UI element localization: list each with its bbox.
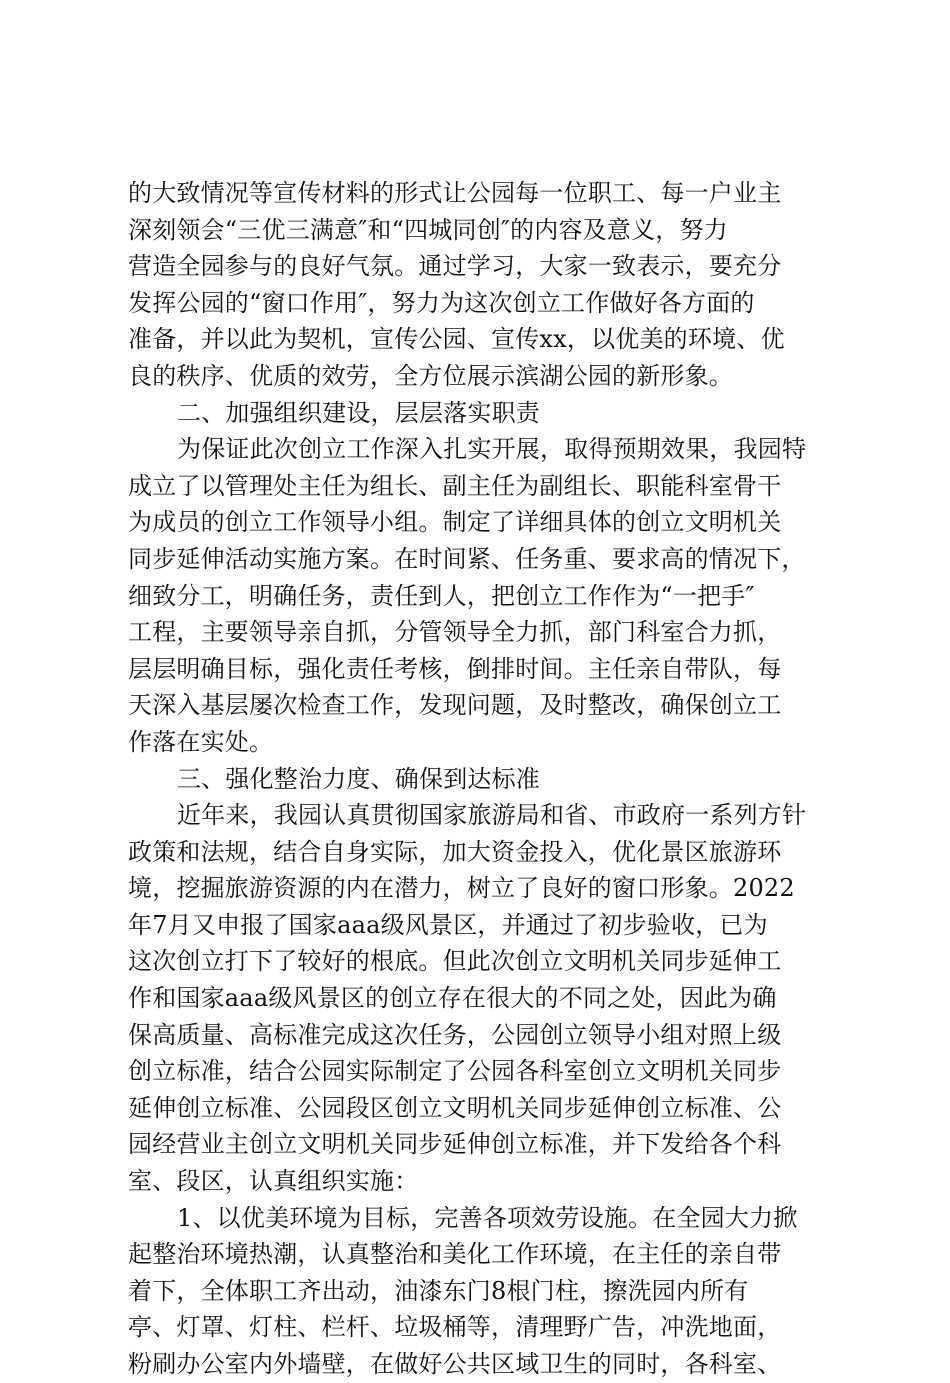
text-line: 的大致情况等宣传材料的形式让公园每一位职工、每一户业主	[128, 179, 782, 207]
text-line: 作和国家aaa级风景区的创立存在很大的不同之处，因此为确	[128, 984, 777, 1013]
document-body	[128, 175, 843, 1383]
text-line: 着下，全体职工齐出动，油漆东门8根门柱，擦洗园内所有	[128, 1276, 749, 1305]
text-line: 粉刷办公室内外墙壁，在做好公共区域卫生的同时，各科室、	[128, 1350, 782, 1378]
text-line: 层层明确目标，强化责任考核，倒排时间。主任亲自带队，每	[128, 654, 782, 683]
text-line: 营造全园参与的良好气氛。通过学习，大家一致表示，要充分	[128, 252, 782, 281]
text-line: 作落在实处。	[128, 727, 274, 756]
text-line: 工程，主要领导亲自抓，分管领导全力抓，部门科室合力抓，	[128, 618, 782, 647]
text-line: 细致分工，明确任务，责任到人，把创立工作作为“一把手″	[128, 581, 755, 610]
text-line: 近年来，我园认真贯彻国家旅游局和省、市政府一系列方针	[177, 801, 807, 830]
text-line: 深刻领会“三优三满意″和“四城同创″的内容及意义，努力	[128, 215, 728, 244]
text-line: 创立标准，结合公园实际制定了公园各科室创立文明机关同步	[128, 1057, 782, 1086]
text-line: 二、加强组织建设，层层落实职责	[177, 398, 540, 427]
text-line: 园经营业主创立文明机关同步延伸创立标准，并下发给各个科	[128, 1130, 782, 1159]
text-line: 发挥公园的“窗口作用″，努力为这次创立工作做好各方面的	[128, 288, 755, 317]
text-line: 良的秩序、优质的效劳，全方位展示滨湖公园的新形象。	[128, 361, 733, 390]
text-line: 室、段区，认真组织实施：	[128, 1167, 419, 1196]
text-line: 1、以优美环境为目标，完善各项效劳设施。在全园大力掀	[177, 1203, 798, 1232]
text-line: 同步延伸活动实施方案。在时间紧、任务重、要求高的情况下，	[128, 544, 806, 573]
text-line: 亭、灯罩、灯柱、栏杆、垃圾桶等，清理野广告，冲洗地面，	[128, 1313, 782, 1342]
text-line: 三、强化整治力度、确保到达标准	[177, 764, 540, 793]
text-line: 准备，并以此为契机，宣传公园、宣传xx，以优美的环境、优	[128, 325, 785, 354]
text-line: 这次创立打下了较好的根底。但此次创立文明机关同步延伸工	[128, 947, 782, 976]
text-line: 为成员的创立工作领导小组。制定了详细具体的创立文明机关	[128, 508, 782, 537]
text-line: 天深入基层屡次检查工作，发现问题，及时整改，确保创立工	[128, 691, 782, 720]
text-line: 成立了以管理处主任为组长、副主任为副组长、职能科室骨干	[128, 471, 782, 500]
text-line: 延伸创立标准、公园段区创立文明机关同步延伸创立标准、公	[128, 1093, 782, 1122]
text-line: 境，挖掘旅游资源的内在潜力，树立了良好的窗口形象。2022	[128, 874, 795, 903]
text-line: 政策和法规，结合自身实际，加大资金投入，优化景区旅游环	[128, 837, 782, 866]
text-line: 年7月又申报了国家aaa级风景区，并通过了初步验收，已为	[128, 910, 768, 939]
text-line: 保高质量、高标准完成这次任务，公园创立领导小组对照上级	[128, 1020, 782, 1049]
text-line: 起整治环境热潮，认真整治和美化工作环境，在主任的亲自带	[128, 1240, 782, 1269]
text-line: 为保证此次创立工作深入扎实开展，取得预期效果，我园特	[177, 435, 807, 464]
